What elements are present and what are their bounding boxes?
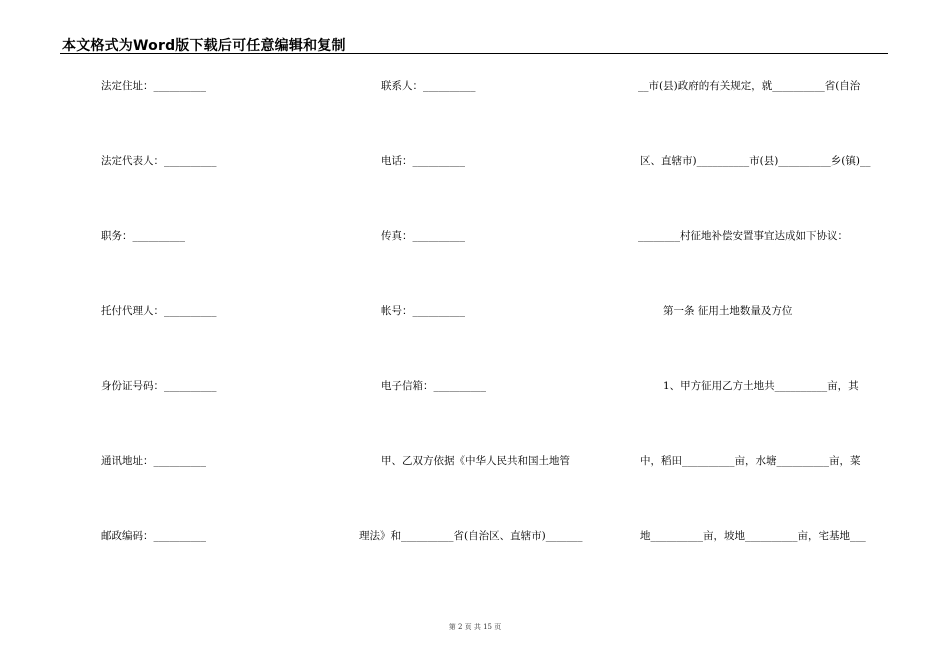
contact-person-line: 联系人：__________ (381, 80, 476, 92)
article-one-heading: 第一条 征用土地数量及方位 (663, 305, 793, 317)
legal-representative-line: 法定代表人：__________ (101, 155, 217, 167)
agreement-basis-line-1: 甲、乙双方依据《中华人民共和国土地管 (381, 455, 570, 467)
agreement-basis-line-2: 理法》和__________省(自治区、直辖市)_______ (359, 530, 583, 542)
land-quantity-line-2: 中，稻田__________亩，水塘__________亩，菜 (640, 455, 861, 467)
regulation-line-3: ________村征地补偿安置事宜达成如下协议： (638, 230, 848, 242)
email-line: 电子信箱：__________ (381, 380, 486, 392)
account-number-line: 帐号：__________ (381, 305, 465, 317)
mailing-address-line: 通讯地址：__________ (101, 455, 206, 467)
header-divider (60, 53, 888, 54)
page-number-footer: 第 2 页 共 15 页 (448, 623, 502, 631)
position-line: 职务：__________ (101, 230, 185, 242)
land-quantity-line-3: 地__________亩，坡地__________亩，宅基地___ (640, 530, 866, 542)
postal-code-line: 邮政编码：__________ (101, 530, 206, 542)
fax-line: 传真：__________ (381, 230, 465, 242)
document-header-title: 本文格式为Word版下载后可任意编辑和复制 (62, 38, 346, 54)
regulation-line-1: __市(县)政府的有关规定，就__________省(自治 (638, 80, 861, 92)
entrusted-agent-line: 托付代理人：__________ (101, 305, 217, 317)
phone-line: 电话：__________ (381, 155, 465, 167)
id-number-line: 身份证号码：__________ (101, 380, 217, 392)
legal-address-line: 法定住址：__________ (101, 80, 206, 92)
regulation-line-2: 区、直辖市)__________市(县)__________乡(镇)__ (640, 155, 871, 167)
land-quantity-line-1: 1、甲方征用乙方土地共__________亩，其 (663, 380, 859, 392)
